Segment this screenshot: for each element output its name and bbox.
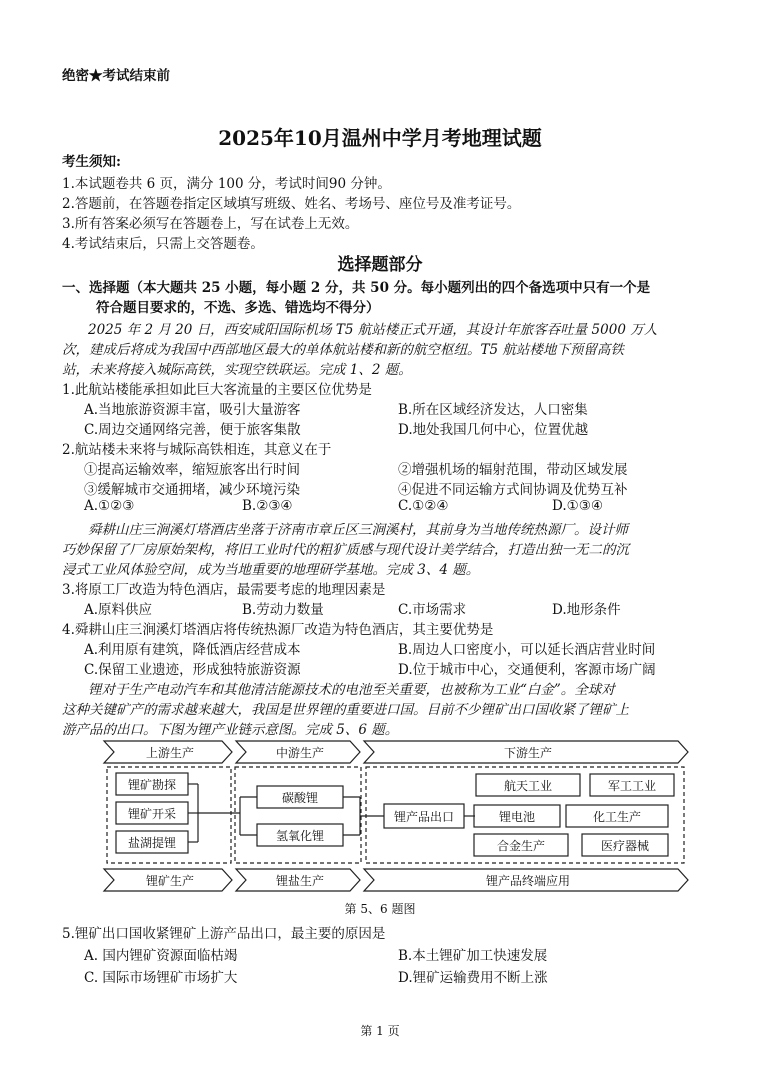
- option-d: D.位于城市中心，交通便利，客源市场广阔: [398, 662, 656, 678]
- label-export: 锂产品出口: [393, 810, 455, 824]
- label-bottom-salt: 锂盐生产: [275, 874, 325, 888]
- statement: ③缓解城市交通拥堵，减少环境污染: [84, 482, 300, 498]
- passage-line: 浸式工业风体验空间，成为当地重要的地理研学基地。完成 3、4 题。: [62, 562, 480, 578]
- secret-mark: 绝密★考试结束前: [62, 68, 170, 84]
- question-stem: 2.航站楼未来将与城际高铁相连，其意义在于: [62, 442, 332, 458]
- notice-item: 2.答题前，在答题卷指定区域填写班级、姓名、考场号、座位号及准考证号。: [62, 196, 521, 212]
- label-mining: 锂矿开采: [127, 807, 177, 821]
- passage-line: 巧妙保留了厂房原始架构，将旧工业时代的粗犷质感与现代设计美学结合，打造出独一无二的沉: [62, 542, 629, 558]
- question-stem: 3.将原工厂改造为特色酒店，最需要考虑的地理因素是: [62, 582, 386, 598]
- label-exploration: 锂矿勘探: [127, 778, 177, 792]
- notice-item: 3.所有答案必须写在答题卷上，写在试卷上无效。: [62, 216, 359, 232]
- label-medical: 医疗器械: [600, 839, 650, 853]
- part-instruction: 符合题目要求的，不选、多选、错选均不得分）: [96, 300, 380, 316]
- label-military: 军工工业: [607, 779, 657, 793]
- option-d: D.地形条件: [552, 602, 621, 618]
- passage-line: 舜耕山庄三涧溪灯塔酒店坐落于济南市章丘区三涧溪村，其前身为当地传统热源厂。设计师: [88, 522, 628, 538]
- label-brine: 盐湖提锂: [127, 836, 177, 850]
- page-footer: 第 1 页: [360, 1024, 400, 1038]
- passage-line: 次，建成后将成为我国中西部地区最大的单体航站楼和新的航空枢纽。T5 航站楼地下预留高铁: [62, 342, 624, 358]
- option-c: C.保留工业遗迹，形成独特旅游资源: [84, 662, 301, 678]
- option-c: C.①②④: [398, 498, 449, 514]
- option-b: B.本土锂矿加工快速发展: [398, 948, 548, 964]
- passage-line: 这种关键矿产的需求越来越大，我国是世界锂的重要进口国。目前不少锂矿出口国收紧了锂矿上: [62, 702, 629, 718]
- question-stem: 1.此航站楼能承担如此巨大客流量的主要区位优势是: [62, 382, 372, 398]
- part-instruction: 一、选择题（本大题共 25 小题，每小题 2 分，共 50 分。每小题列出的四个备选项中只有一个是: [62, 280, 651, 296]
- option-a: A. 国内锂矿资源面临枯竭: [84, 948, 238, 964]
- label-battery: 锂电池: [498, 810, 536, 824]
- notice-item: 4.考试结束后，只需上交答题卷。: [62, 236, 264, 252]
- passage-line: 锂对于生产电动汽车和其他清洁能源技术的电池至关重要，也被称为工业“白金”。全球对: [88, 682, 615, 698]
- option-b: B.所在区域经济发达，人口密集: [398, 402, 588, 418]
- option-c: C. 国际市场锂矿市场扩大: [84, 970, 238, 986]
- statement: ④促进不同运输方式间协调及优势互补: [398, 482, 628, 498]
- option-d: D.锂矿运输费用不断上涨: [398, 970, 548, 986]
- label-top-midstream: 中游生产: [275, 746, 325, 760]
- label-alloy: 合金生产: [496, 839, 546, 853]
- label-top-downstream: 下游生产: [503, 746, 553, 760]
- passage-line: 站，未来将接入城际高铁，实现空铁联运。完成 1、2 题。: [62, 362, 412, 378]
- option-a: A.①②③: [84, 498, 135, 514]
- statement: ①提高运输效率，缩短旅客出行时间: [84, 462, 300, 478]
- notice-heading: 考生须知:: [62, 154, 121, 170]
- option-a: A.当地旅游资源丰富，吸引大量游客: [84, 402, 301, 418]
- label-bottom-ore: 锂矿生产: [145, 874, 195, 888]
- statement: ②增强机场的辐射范围，带动区域发展: [398, 462, 628, 478]
- label-hydroxide: 氢氧化锂: [275, 829, 325, 843]
- lithium-chain-diagram: [100, 738, 692, 894]
- question-stem: 5.锂矿出口国收紧锂矿上游产品出口，最主要的原因是: [62, 926, 386, 942]
- midstream-group: [235, 767, 361, 863]
- label-top-upstream: 上游生产: [145, 746, 195, 760]
- question-stem: 4.舜耕山庄三涧溪灯塔酒店将传统热源厂改造为特色酒店，其主要优势是: [62, 622, 494, 638]
- figure-caption: 第 5、6 题图: [344, 902, 416, 916]
- label-bottom-terminal: 锂产品终端应用: [485, 874, 571, 888]
- notice-item: 1.本试题卷共 6 页，满分 100 分，考试时间90 分钟。: [62, 176, 391, 192]
- option-b: B.劳动力数量: [242, 602, 324, 618]
- page-title: 2025年10月温州中学月考地理试题: [218, 126, 542, 150]
- option-b: B.周边人口密度小，可以延长酒店营业时间: [398, 642, 656, 658]
- option-c: C.市场需求: [398, 602, 467, 618]
- label-chemical: 化工生产: [592, 810, 642, 824]
- option-a: A.利用原有建筑，降低酒店经营成本: [84, 642, 301, 658]
- option-d: D.地处我国几何中心，位置优越: [398, 422, 589, 438]
- option-c: C.周边交通网络完善，便于旅客集散: [84, 422, 301, 438]
- option-a: A.原料供应: [84, 602, 153, 618]
- option-d: D.①③④: [552, 498, 603, 514]
- passage-line: 游产品的出口。下图为锂产业链示意图。完成 5、6 题。: [62, 722, 399, 738]
- section-title: 选择题部分: [337, 255, 423, 275]
- label-aerospace: 航天工业: [503, 779, 553, 793]
- passage-line: 2025 年 2 月 20 日，西安咸阳国际机场 T5 航站楼正式开通，其设计年旅客吞吐量 5000 万人: [88, 322, 658, 338]
- label-carbonate: 碳酸锂: [281, 791, 319, 805]
- option-b: B.②③④: [242, 498, 293, 514]
